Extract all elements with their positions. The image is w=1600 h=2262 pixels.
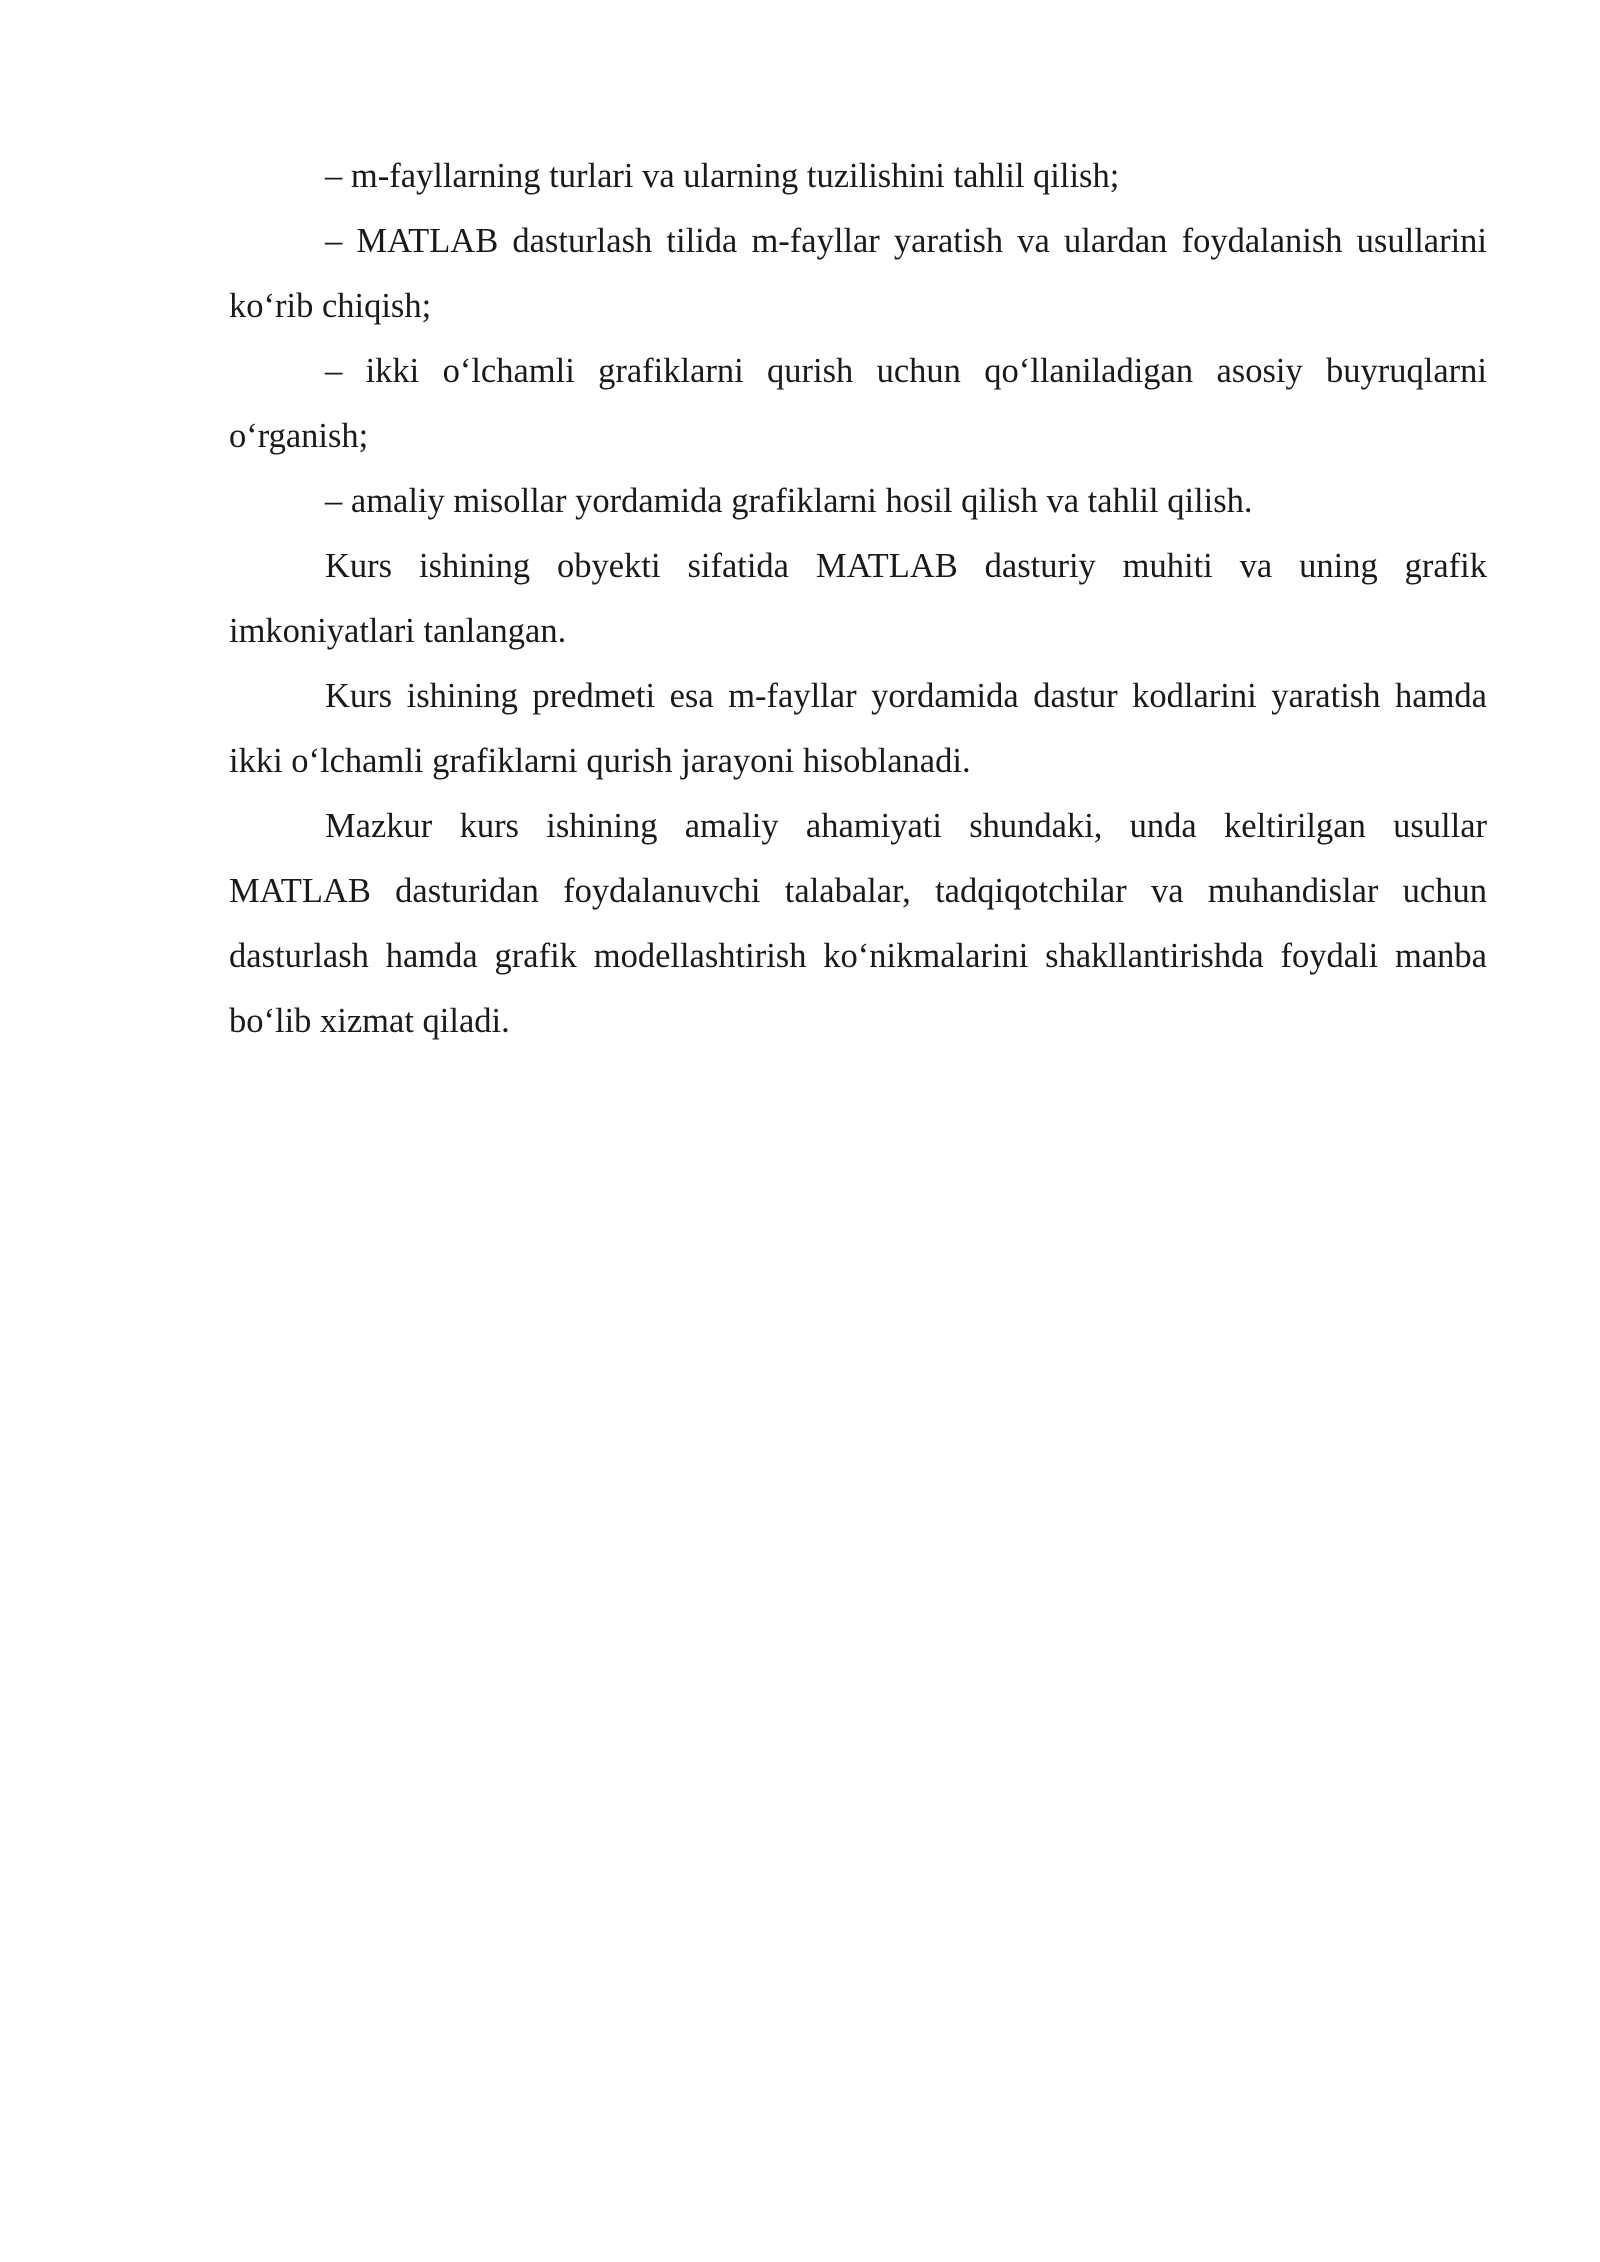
paragraph-object: Kurs ishining obyekti sifatida MATLAB dasturiy muhiti va uning grafik imkoniyatlari tanlangan. bbox=[229, 547, 1487, 650]
list-item-mfile-creation: – MATLAB dasturlash tilida m-fayllar yaratish va ulardan foydalanish usullarini ko‘rib chiqish; bbox=[229, 222, 1487, 325]
list-item-mfile-types: – m-fayllarning turlari va ularning tuzilishini tahlil qilish; bbox=[325, 157, 1120, 195]
list-item-2d-plot-commands: – ikki o‘lchamli grafiklarni qurish uchun qo‘llaniladigan asosiy buyruqlarni o‘rganish; bbox=[229, 352, 1487, 455]
list-item-practical-examples: – amaliy misollar yordamida grafiklarni hosil qilish va tahlil qilish. bbox=[325, 482, 1253, 520]
document-body bbox=[229, 144, 1487, 1054]
paragraph-subject: Kurs ishining predmeti esa m-fayllar yordamida dastur kodlarini yaratish hamda ikki o‘lchamli grafiklarni qurish jarayoni hisoblanadi. bbox=[229, 677, 1487, 780]
paragraph-practical-significance: Mazkur kurs ishining amaliy ahamiyati shundaki, unda keltirilgan usullar MATLAB dasturidan foydalanuvchi talabalar, tadqiqotchilar va muhandislar uchun dasturlash hamda grafik modellashtirish ko‘nikmalarini shakllantirishda foydali manba bo‘lib xizmat qiladi. bbox=[229, 807, 1487, 1040]
